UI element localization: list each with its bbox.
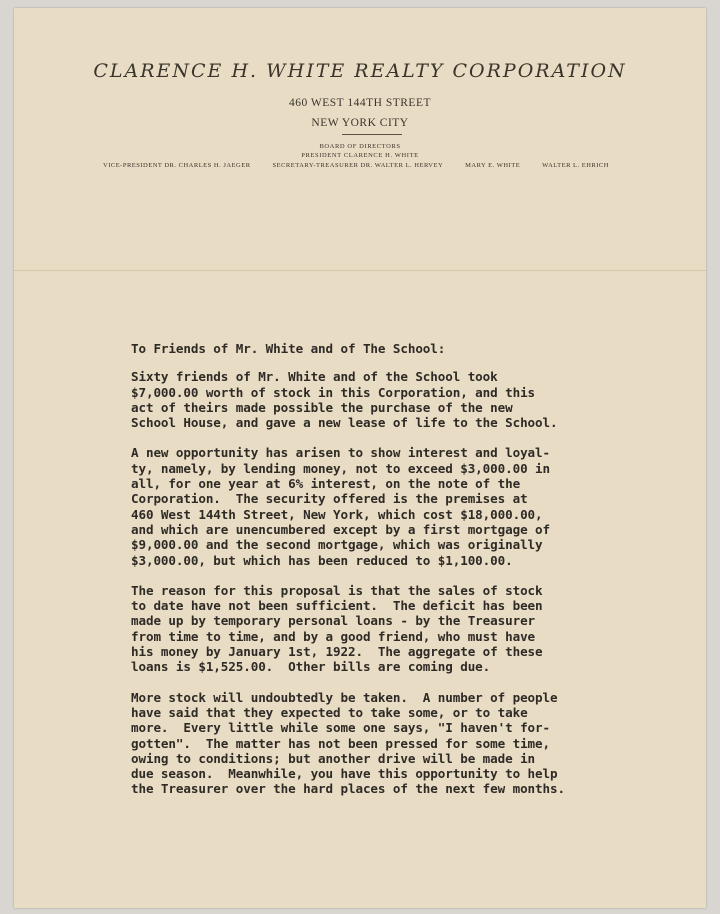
text-line: act of theirs made possible the purchase of the new — [131, 399, 513, 415]
officer-vice-president: VICE-PRESIDENT DR. CHARLES H. JAEGER — [103, 162, 251, 169]
president-line: PRESIDENT CLARENCE H. WHITE — [301, 152, 419, 159]
text-line: More stock will undoubtedly be taken. A number of people — [131, 689, 558, 705]
text-line: his money by January 1st, 1922. The aggregate of these — [131, 644, 543, 660]
officers-row — [103, 162, 609, 169]
text-line: Sixty friends of Mr. White and of the School took — [131, 369, 498, 385]
paper-fold-line — [14, 270, 706, 271]
paragraph-4 — [131, 690, 621, 797]
text-line: The reason for this proposal is that the sales of stock — [131, 582, 543, 598]
text-line: due season. Meanwhile, you have this opportunity to help — [131, 766, 558, 782]
company-name: CLARENCE H. WHITE REALTY CORPORATION — [93, 60, 627, 82]
text-line: gotten". The matter has not been pressed for some time, — [131, 735, 550, 751]
text-line: A new opportunity has arisen to show interest and loyal- — [131, 445, 550, 461]
city-address: NEW YORK CITY — [311, 117, 409, 129]
paragraph-2 — [131, 445, 621, 567]
officer-secretary-treasurer: SECRETARY-TREASURER DR. WALTER L. HERVEY — [272, 162, 444, 169]
text-line: more. Every little while some one says, "I haven't for- — [131, 720, 550, 736]
letterhead-divider — [342, 134, 402, 135]
text-line: the Treasurer over the hard places of the next few months. — [131, 781, 565, 797]
text-line: owing to conditions; but another drive will be made in — [131, 750, 536, 766]
officer-director-1: MARY E. WHITE — [465, 162, 521, 169]
text-line: $7,000.00 worth of stock in this Corporation, and this — [131, 384, 536, 400]
paragraph-1 — [131, 369, 621, 430]
officer-director-2: WALTER L. EHRICH — [542, 162, 609, 169]
text-line: and which are unencumbered except by a first mortgage of — [131, 521, 550, 537]
text-line: loans is $1,525.00. Other bills are coming due. — [131, 659, 491, 675]
text-line: from time to time, and by a good friend, who must have — [131, 628, 536, 644]
text-line: have said that they expected to take some, or to take — [131, 704, 528, 720]
text-line: $9,000.00 and the second mortgage, which was originally — [131, 537, 543, 553]
letter-body — [131, 341, 621, 812]
text-line: $3,000.00, but which has been reduced to $1,100.00. — [131, 552, 513, 568]
street-address: 460 WEST 144TH STREET — [288, 97, 431, 109]
text-line: ty, namely, by lending money, not to exceed $3,000.00 in — [131, 460, 550, 476]
text-line: School House, and gave a new lease of life to the School. — [131, 415, 558, 431]
paragraph-3 — [131, 583, 621, 675]
board-heading: BOARD OF DIRECTORS — [319, 143, 401, 150]
text-line: to date have not been sufficient. The deficit has been — [131, 598, 543, 614]
text-line: made up by temporary personal loans - by the Treasurer — [131, 613, 536, 629]
text-line: all, for one year at 6% interest, on the note of the — [131, 476, 521, 492]
text-line: 460 West 144th Street, New York, which cost $18,000.00, — [131, 506, 543, 522]
text-line: Corporation. The security offered is the premises at — [131, 491, 528, 507]
salutation: To Friends of Mr. White and of The School: — [131, 341, 446, 356]
